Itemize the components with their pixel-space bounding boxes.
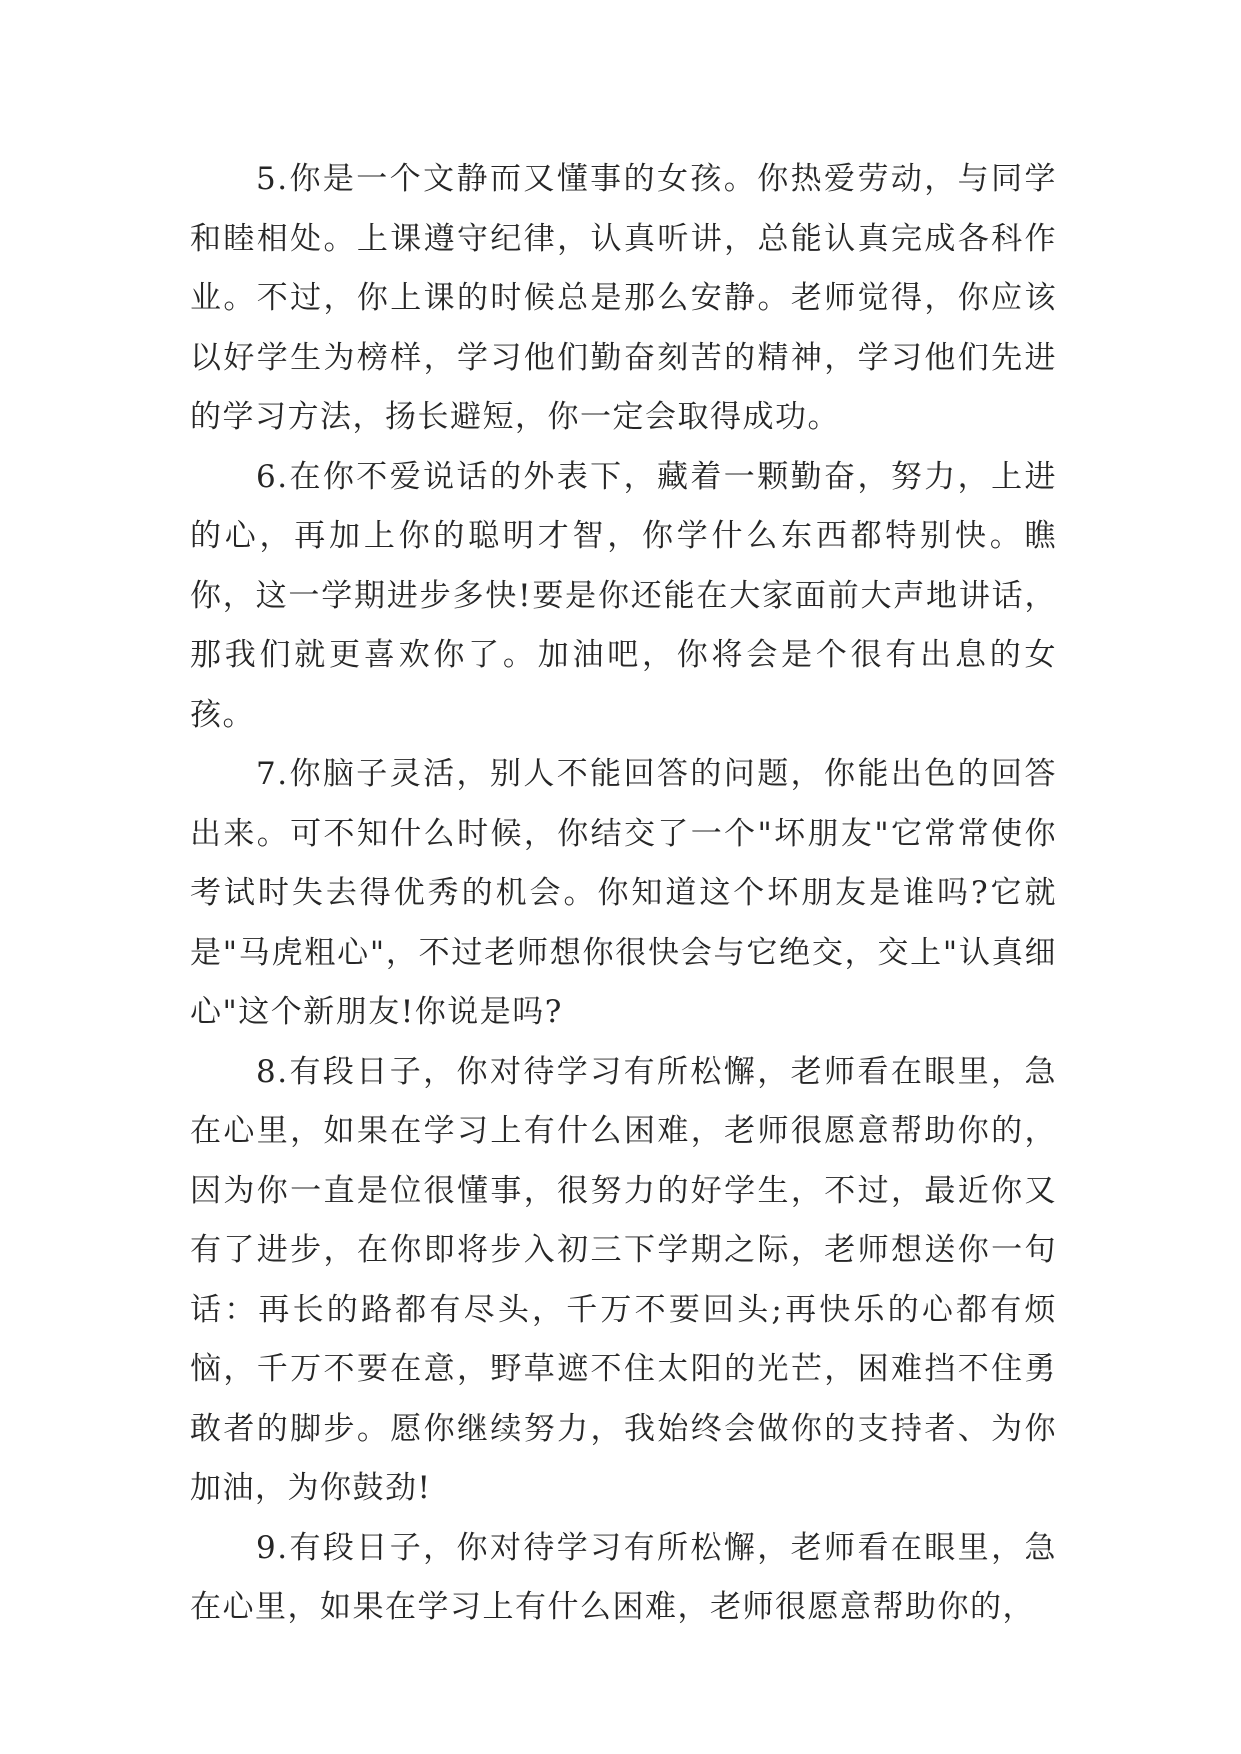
- paragraph-comment-7: 7.你脑子灵活，别人不能回答的问题，你能出色的回答出来。可不知什么时候，你结交了一个"坏朋友"它常常使你考试时失去得优秀的机会。你知道这个坏朋友是谁吗?它就是"马虎粗心"，不过老师想你很快会与它绝交，交上"认真细心"这个新朋友!你说是吗?: [190, 756, 1057, 1030]
- paragraph-comment-5: 5.你是一个文静而又懂事的女孩。你热爱劳动，与同学和睦相处。上课遵守纪律，认真听讲，总能认真完成各科作业。不过，你上课的时候总是那么安静。老师觉得，你应该以好学生为榜样，学习他们勤奋刻苦的精神，学习他们先进的学习方法，扬长避短，你一定会取得成功。: [190, 161, 1057, 435]
- paragraph-comment-6: 6.在你不爱说话的外表下，藏着一颗勤奋，努力，上进的心，再加上你的聪明才智，你学什么东西都特别快。瞧你，这一学期进步多快!要是你还能在大家面前大声地讲话，那我们就更喜欢你了。加油吧，你将会是个很有出息的女孩。: [190, 458, 1057, 733]
- paragraph-comment-9: 9.有段日子，你对待学习有所松懈，老师看在眼里，急在心里，如果在学习上有什么困难，老师很愿意帮助你的，: [190, 1529, 1057, 1625]
- paragraph-comment-8: 8.有段日子，你对待学习有所松懈，老师看在眼里，急在心里，如果在学习上有什么困难，老师很愿意帮助你的，因为你一直是位很懂事，很努力的好学生，不过，最近你又有了进步，在你即将步入初三下学期之际，老师想送你一句话：再长的路都有尽头，千万不要回头;再快乐的心都有烦恼，千万不要在意，野草遮不住太阳的光芒，困难挡不住勇敢者的脚步。愿你继续努力，我始终会做你的支持者、为你加油，为你鼓劲!: [190, 1053, 1057, 1506]
